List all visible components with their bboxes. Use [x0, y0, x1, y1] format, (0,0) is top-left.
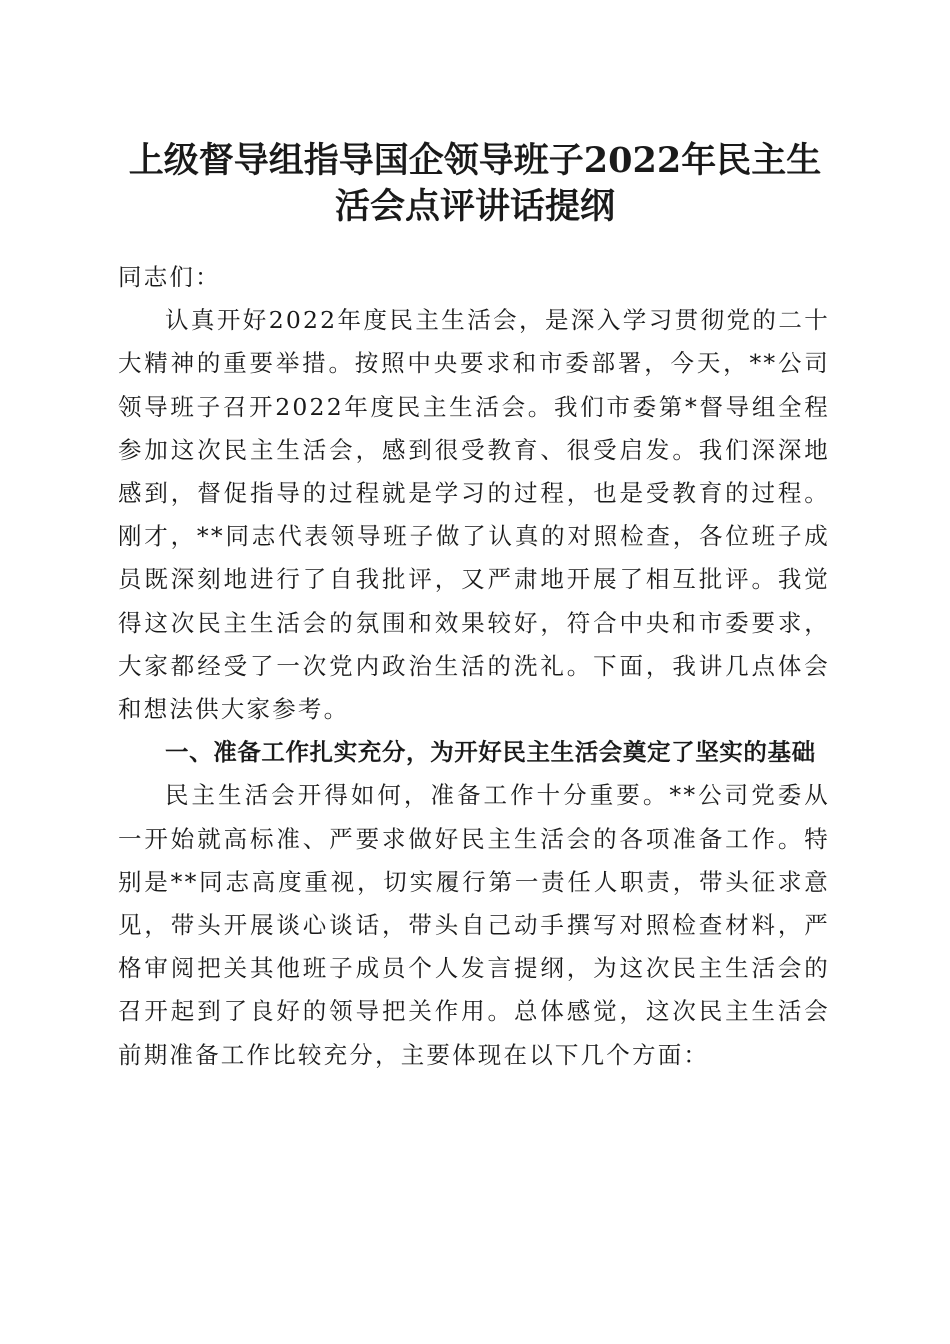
title-line-2: 活会点评讲话提纲: [334, 186, 615, 227]
title-line-1: 上级督导组指导国企领导班子2022年民主生: [128, 140, 822, 181]
paragraph-2: 民主生活会开得如何，准备工作十分重要。**公司党委从一开始就高标准、严要求做好民主生活会的各项准备工作。特别是**同志高度重视，切实履行第一责任人职责，带头征求意见，带头开展谈心谈话，带头自己动手撰写对照检查材料，严格审阅把关其他班子成员个人发言提纲，为这次民主生活会的召开起到了良好的领导把关作用。总体感觉，这次民主生活会前期准备工作比较充分，主要体现在以下几个方面：: [118, 781, 830, 1069]
document-title: [95, 138, 855, 230]
document-body: [118, 256, 830, 1077]
salutation: 同志们：: [118, 263, 221, 291]
paragraph-1: 认真开好2022年度民主生活会，是深入学习贯彻党的二十大精神的重要举措。按照中央要求和市委部署，今天，**公司领导班子召开2022年度民主生活会。我们市委第*督导组全程参加这次民主生活会，感到很受教育、很受启发。我们深深地感到，督促指导的过程就是学习的过程，也是受教育的过程。刚才，**同志代表领导班子做了认真的对照检查，各位班子成员既深刻地进行了自我批评，又严肃地开展了相互批评。我觉得这次民主生活会的氛围和效果较好，符合中央和市委要求，大家都经受了一次党内政治生活的洗礼。下面，我讲几点体会和想法供大家参考。: [118, 306, 830, 724]
section-heading-1: 一、准备工作扎实充分，为开好民主生活会奠定了坚实的基础: [165, 738, 816, 767]
